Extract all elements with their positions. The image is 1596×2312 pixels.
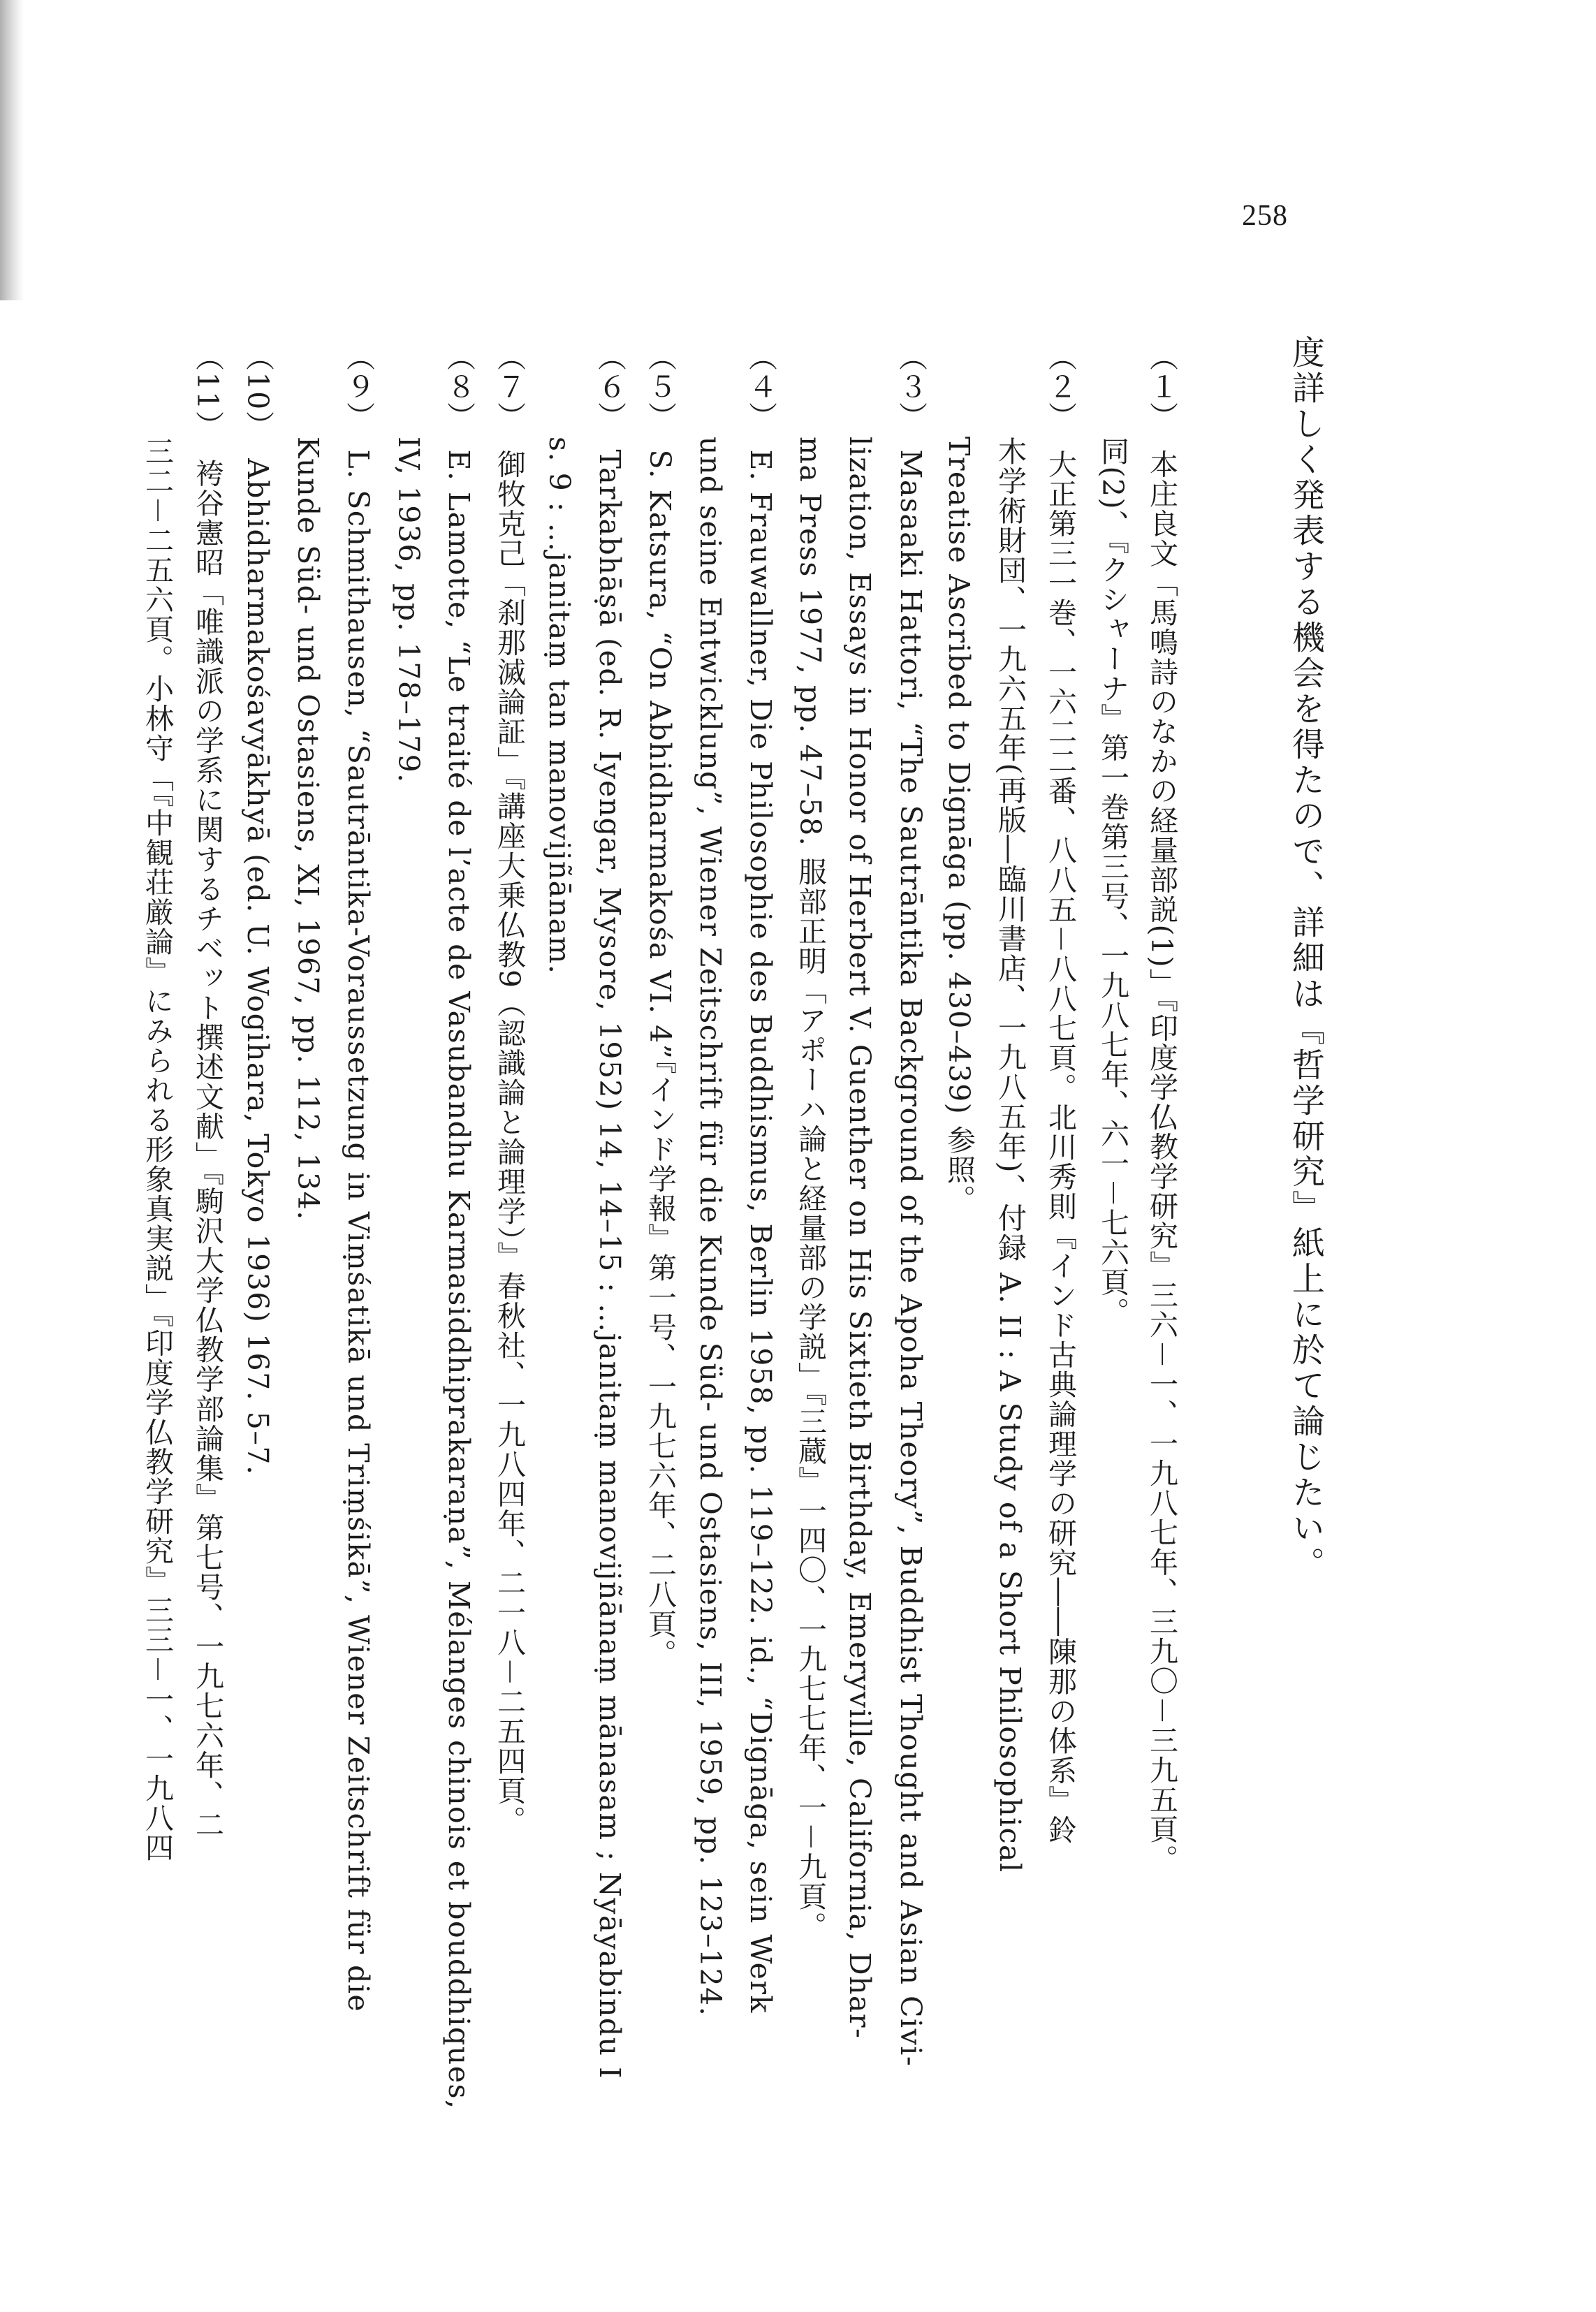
note-text: 本庄良文「馬鳴詩のなかの経量部説(1)」『印度学仏教学研究』三六－一、一九八七年、三九〇－三九五頁。 bbox=[1145, 449, 1178, 1875]
note-text: Tarkabhāṣā (ed. R. Iyengar, Mysore, 1952) 14, 14–15 : …janitaṃ manovijñānaṃ mānasam ; Nyāyabindu I bbox=[593, 449, 627, 2079]
note-6 bbox=[593, 342, 627, 2242]
note-2-continuation: Treatise Ascribed to Dignāga (pp. 430–439) 参照。 bbox=[942, 437, 976, 1215]
note-text: L. Schmithausen, “Sautrāntika-Voraussetzung in Viṃśatikā und Triṃśikā”, Wiener Zeitschrift für die bbox=[342, 449, 375, 2013]
note-11 bbox=[191, 342, 224, 2242]
note-3-continuation: lization, Essays in Honor of Herbert V. Guenther on His Sixtieth Birthday, Emeryville, California, Dhar- bbox=[843, 437, 877, 2040]
note-1-continuation: 同(2)、『クシャーナ』第一巻第三号、一九八七年、六一－七六頁。 bbox=[1096, 437, 1129, 1327]
note-9-continuation: Kunde Süd- und Ostasiens, XI, 1967, pp. 112, 134. bbox=[291, 437, 325, 1221]
note-number: （11） bbox=[191, 342, 224, 441]
page-number: 258 bbox=[1242, 200, 1288, 232]
note-text: 御牧克己「刹那滅論証」『講座大乗仏教9（認識論と論理学）』春秋社、一九八四年、二一八－二五四頁。 bbox=[492, 449, 526, 1836]
note-number: （３） bbox=[894, 342, 928, 432]
note-number: （２） bbox=[1044, 342, 1077, 432]
note-2-continuation: 木学術財団、一九六五年(再版―臨川書店、一九八五年)、付録 A. II : A Study of a Short Philosophical bbox=[993, 437, 1027, 1873]
note-4 bbox=[746, 342, 775, 2242]
note-text: S. Katsura, “On Abhidharmakośa VI. 4”『インド学報』第一号、一九七六年、二八頁。 bbox=[643, 449, 677, 1669]
note-number: （７） bbox=[492, 342, 526, 432]
body-text-line: 度詳しく発表する機会を得たので、詳細は『哲学研究』紙上に於て論じたい。 bbox=[1287, 335, 1325, 1582]
note-4-continuation: und seine Entwicklung”, Wiener Zeitschrift für die Kunde Süd- und Ostasiens, III, 1959, pp. 123–124. bbox=[694, 437, 727, 2017]
note-number: （９） bbox=[342, 342, 375, 432]
note-8 bbox=[442, 342, 476, 2242]
note-7 bbox=[492, 342, 526, 2242]
note-text: 大正第三一巻、一六二二番、八八五－八八七頁。北川秀則『インド古典論理学の研究――陳那の体系』鈴 bbox=[1044, 449, 1077, 1845]
note-8-continuation: IV, 1936, pp. 178–179. bbox=[392, 437, 425, 784]
note-text: 袴谷憲昭「唯識派の学系に関するチベット撰述文献」『駒沢大学仏教学部論集』第七号、一九七六年、二 bbox=[191, 458, 224, 1840]
note-text: Masaaki Hattori, “The Sautrāntika Background of the Apoha Theory”, Buddhist Thought and Asian Civi- bbox=[894, 449, 928, 2068]
note-number: （６） bbox=[593, 342, 627, 432]
note-text: Abhidharmakośavyākhyā (ed. U. Wogihara, Tokyo 1936) 167. 5–7. bbox=[241, 458, 274, 1476]
note-text: E. Frauwallner, Die Philosophie des Buddhismus, Berlin 1958, pp. 119–122. id., “Dignāga, sein Werk bbox=[744, 449, 777, 2014]
note-text: E. Lamotte, “Le traité de l’acte de Vasubandhu Karmasiddhiprakaraṇa”, Mélanges chinois et bouddhiques, bbox=[442, 449, 476, 2110]
note-number: （１） bbox=[1145, 342, 1178, 432]
note-2 bbox=[1044, 342, 1077, 2242]
note-5 bbox=[643, 342, 677, 2242]
note-11-continuation: 三二－二五六頁。小林守「『中観荘厳論』にみられる形象真実説」『印度学仏教学研究』三三－一、一九八四 bbox=[140, 437, 174, 1863]
note-number: （５） bbox=[643, 342, 677, 432]
note-number: （４） bbox=[744, 342, 777, 432]
note-1 bbox=[1147, 342, 1176, 2242]
note-9 bbox=[342, 342, 375, 2242]
scan-edge-shadow bbox=[0, 0, 24, 300]
note-number: （10） bbox=[241, 342, 274, 441]
note-3-continuation: ma Press 1977, pp. 47–58. 服部正明「アポーハ論と経量部の学説」『三蔵』一四〇、一九七七年、一－九頁。 bbox=[793, 437, 827, 1941]
note-6-continuation: s. 9 : …janitaṃ tan manovijñānam. bbox=[543, 437, 576, 975]
note-3 bbox=[894, 342, 928, 2242]
note-number: （８） bbox=[442, 342, 476, 432]
note-10 bbox=[243, 342, 272, 2242]
